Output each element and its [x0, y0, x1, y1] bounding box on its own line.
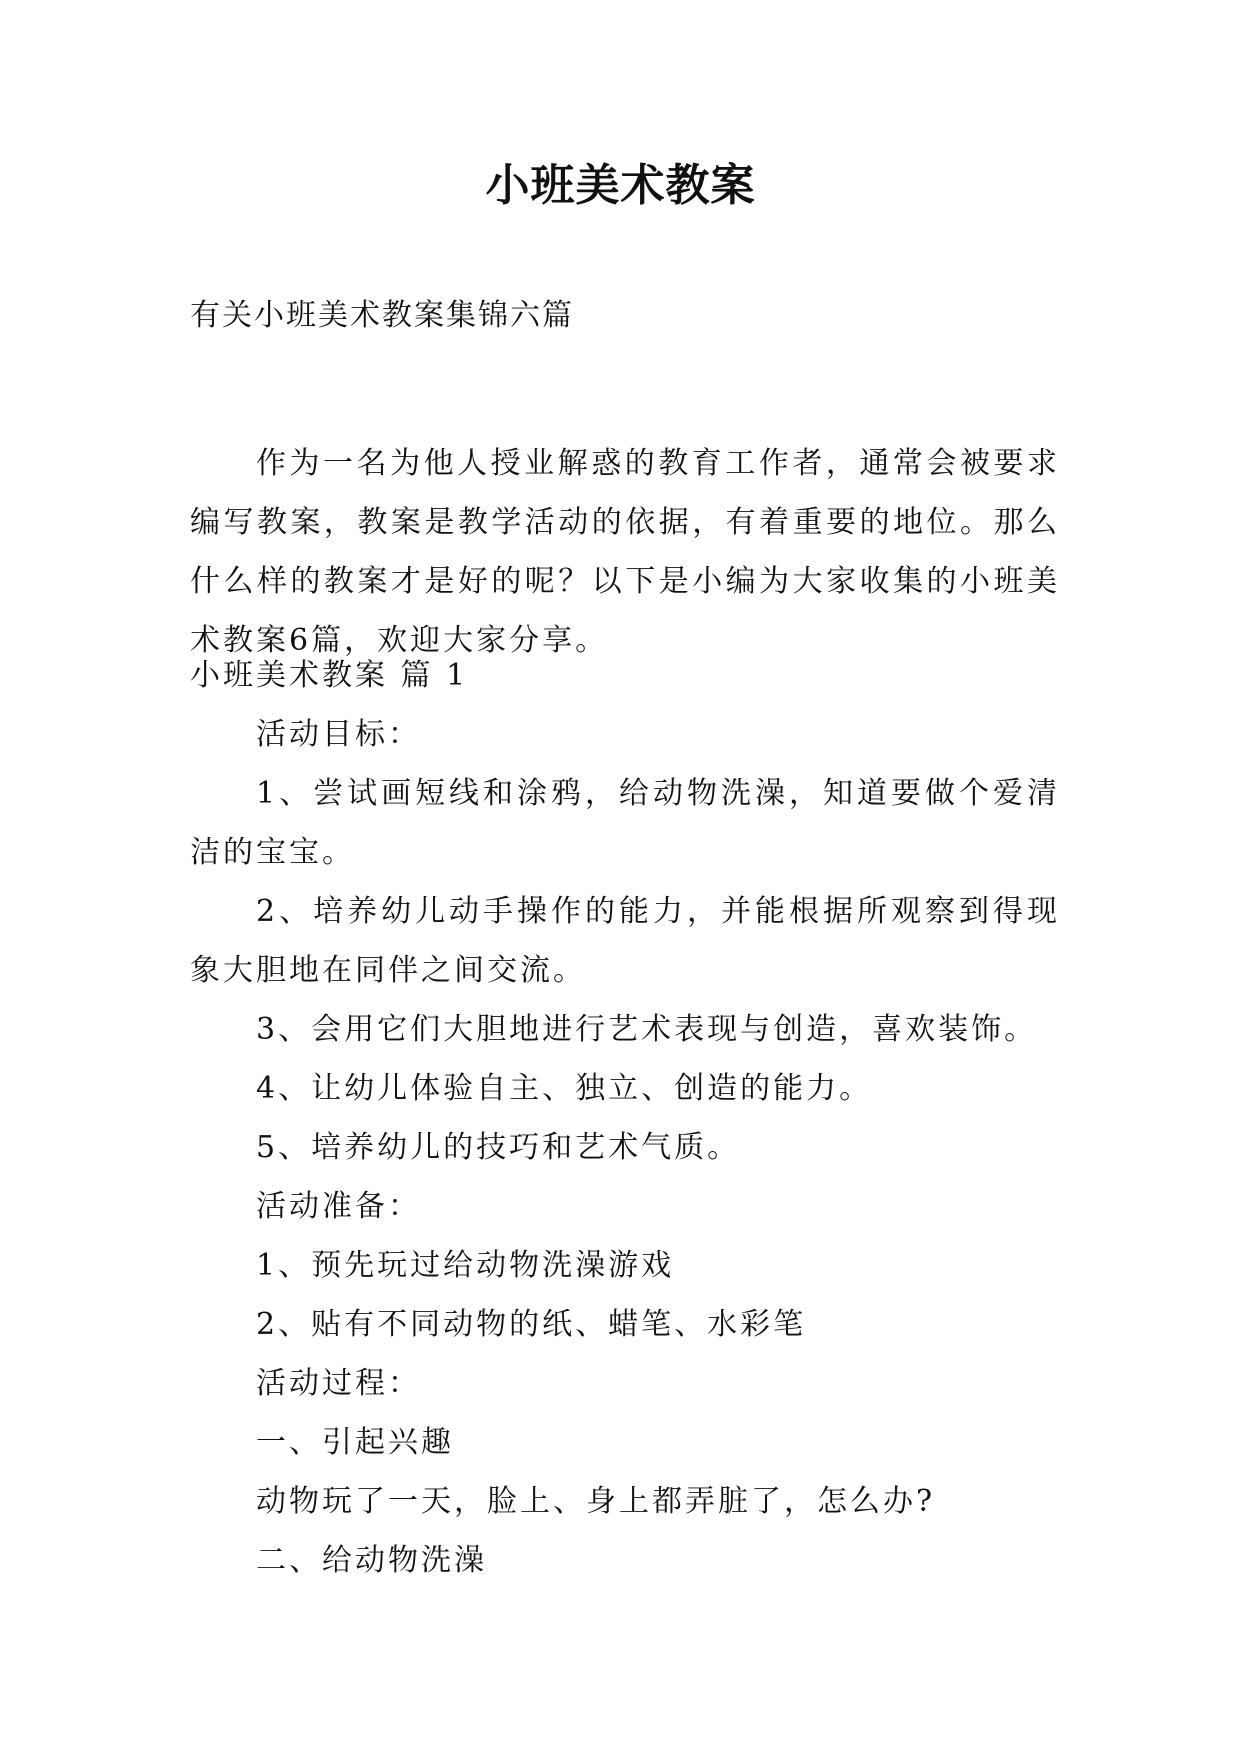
intro-paragraph: 作为一名为他人授业解惑的教育工作者，通常会被要求编写教案，教案是教学活动的依据，有着重要的地位。那么什么样的教案才是好的呢？以下是小编为大家收集的小班美术教案6篇，欢迎大家分享。 [190, 446, 1060, 658]
document-body [190, 646, 1060, 1590]
process-step-heading: 二、给动物洗澡 [256, 1543, 487, 1578]
goal-item: 5、培养幼儿的技巧和艺术气质。 [256, 1130, 741, 1165]
goals-label: 活动目标： [256, 717, 421, 752]
process-step-heading: 一、引起兴趣 [256, 1425, 454, 1460]
goal-item: 2、培养幼儿动手操作的能力，并能根据所观察到得现象大胆地在同伴之间交流。 [190, 894, 1060, 988]
document-title: 小班美术教案 [485, 160, 756, 211]
goal-item: 3、会用它们大胆地进行艺术表现与创造，喜欢装饰。 [256, 1012, 1038, 1047]
prep-item: 2、贴有不同动物的纸、蜡笔、水彩笔 [256, 1307, 807, 1342]
prep-label: 活动准备： [256, 1189, 421, 1224]
section-heading: 小班美术教案 篇 1 [190, 658, 469, 693]
process-step-text: 动物玩了一天，脸上、身上都弄脏了，怎么办? [256, 1484, 936, 1519]
document-subtitle: 有关小班美术教案集锦六篇 [190, 298, 574, 333]
prep-item: 1、预先玩过给动物洗澡游戏 [256, 1248, 675, 1283]
goal-item: 4、让幼儿体验自主、独立、创造的能力。 [256, 1071, 873, 1106]
goal-item: 1、尝试画短线和涂鸦，给动物洗澡，知道要做个爱清洁的宝宝。 [190, 776, 1060, 870]
process-label: 活动过程： [256, 1366, 421, 1401]
